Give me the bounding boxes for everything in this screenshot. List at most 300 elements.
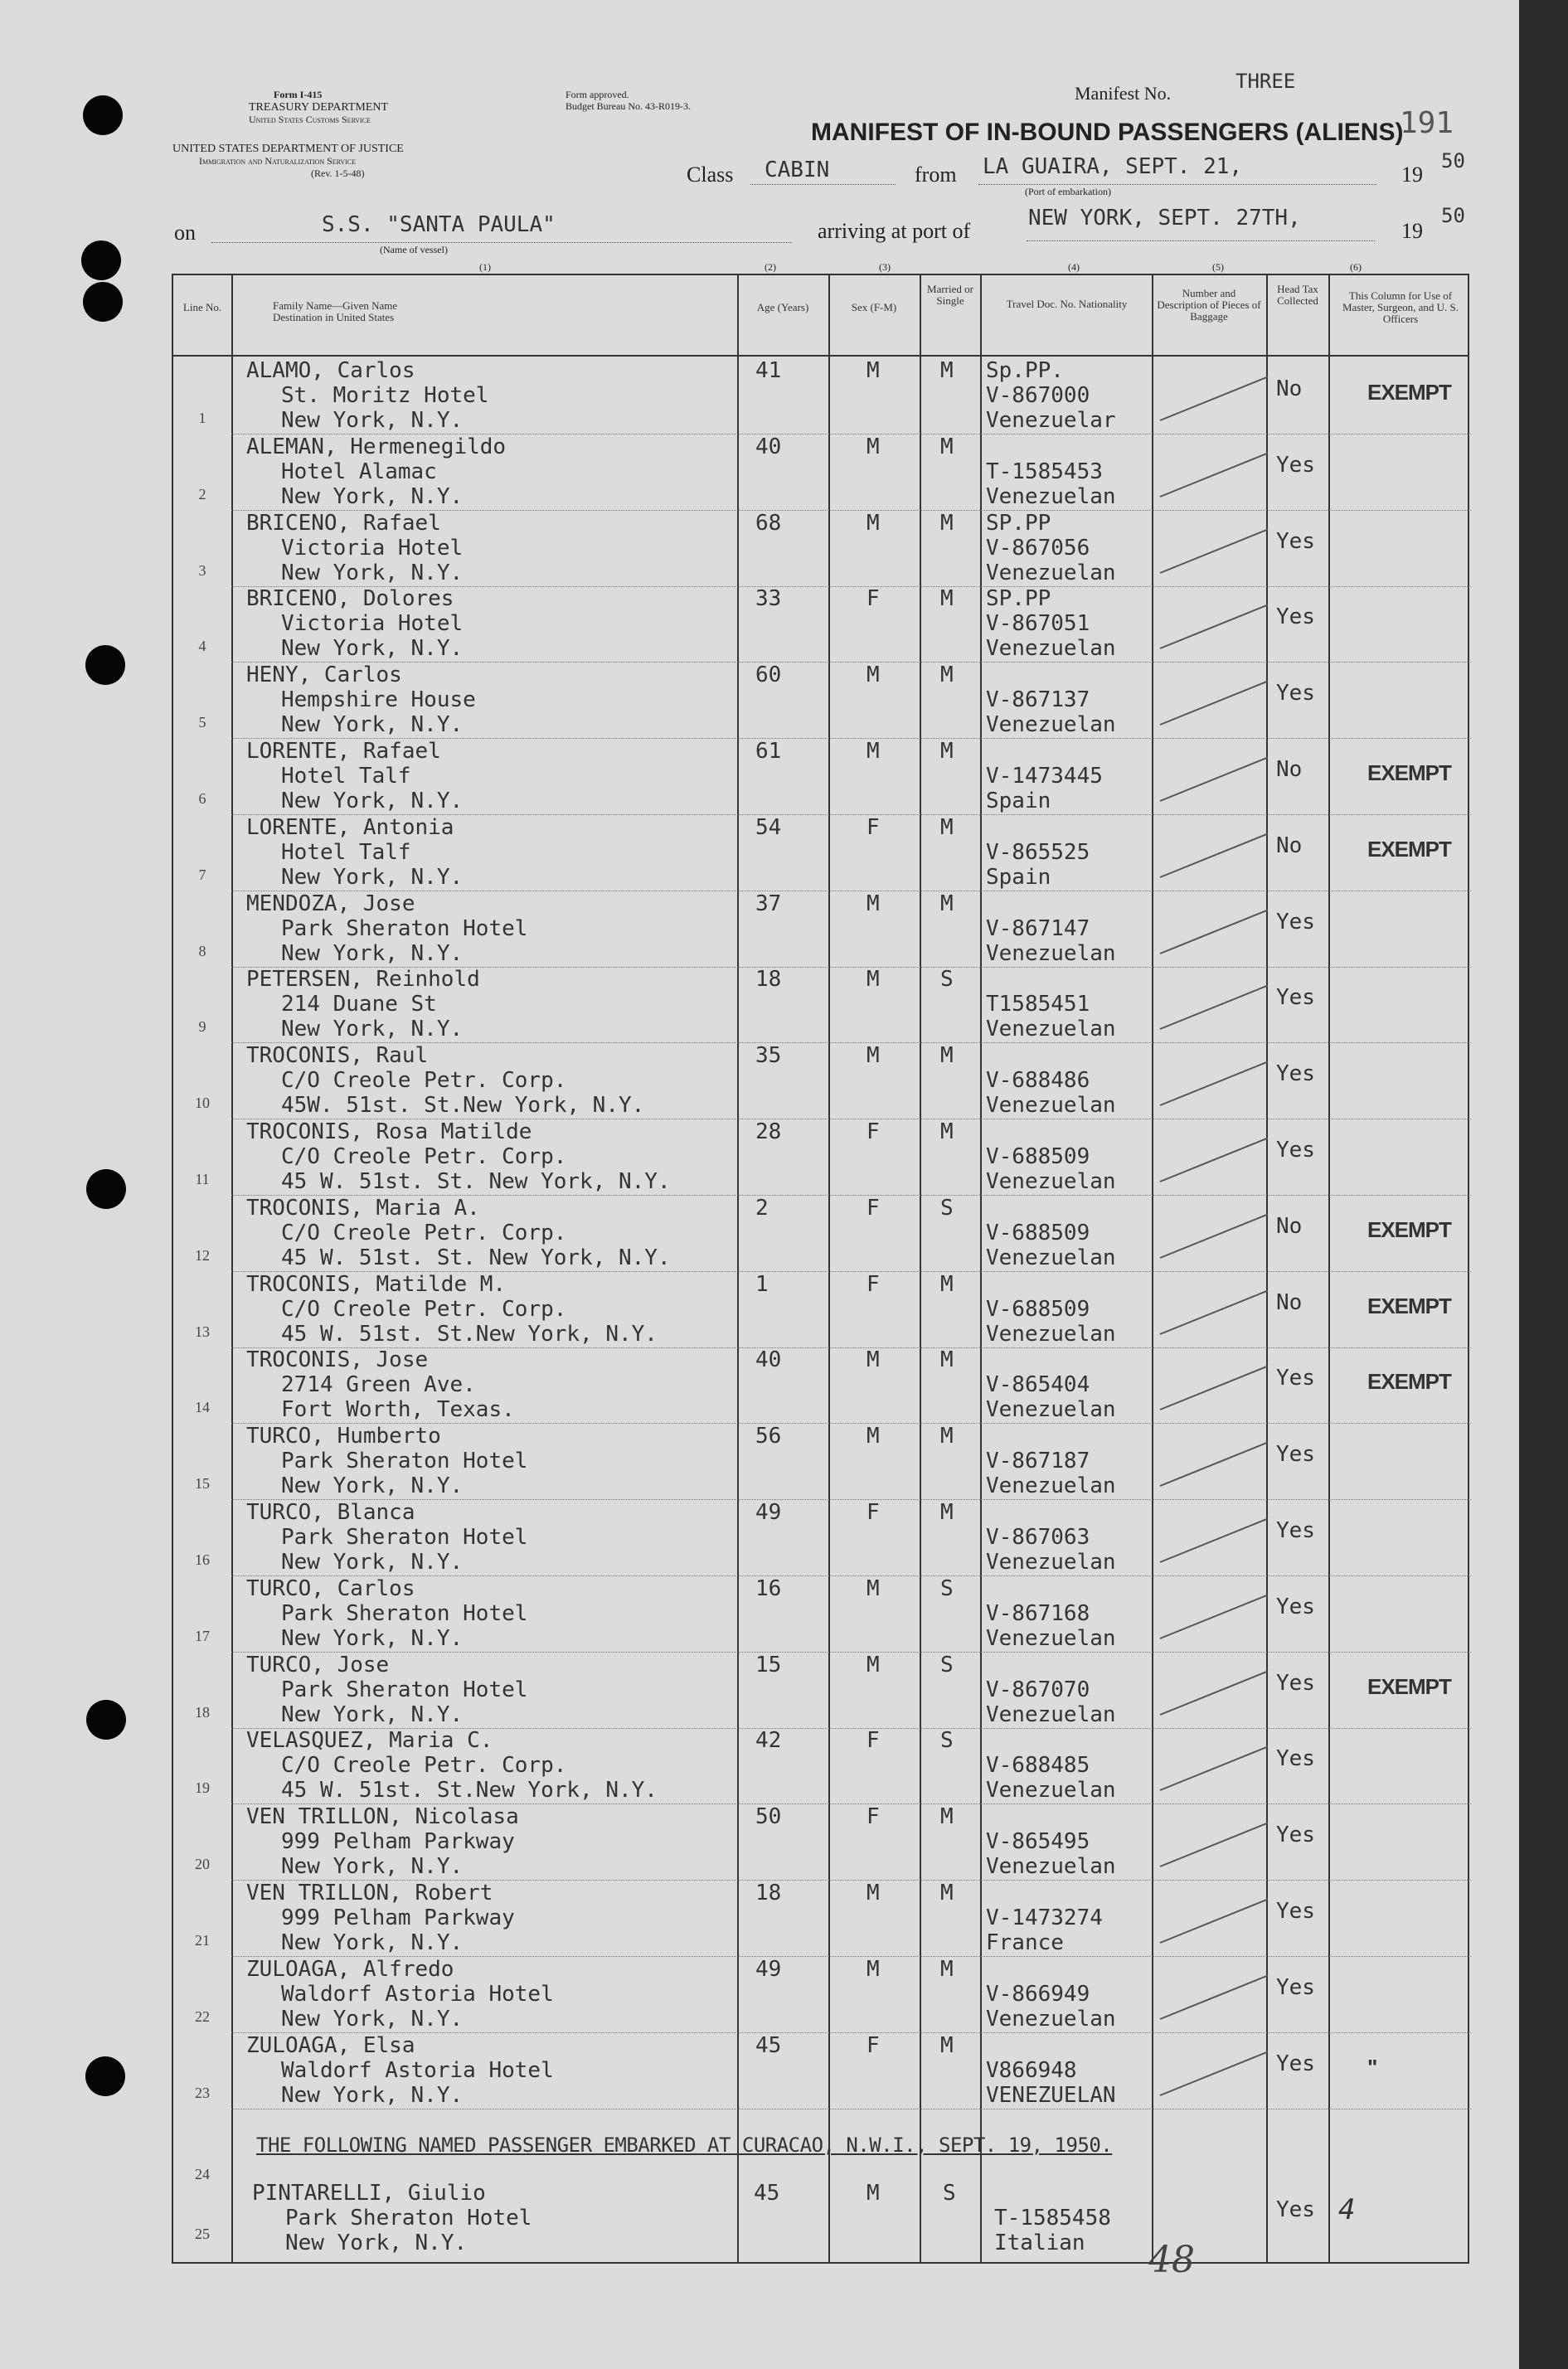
baggage-check-mark bbox=[1160, 909, 1269, 954]
passenger-marital: M bbox=[940, 434, 954, 459]
passenger-marital: S bbox=[940, 1195, 954, 1221]
passenger-destination: Waldorf Astoria Hotel bbox=[281, 2057, 554, 2083]
header-baggage: Number and Description of Pieces of Baggage bbox=[1157, 287, 1261, 323]
passenger-city: New York, N.Y. bbox=[281, 560, 464, 585]
passenger-name: LORENTE, Antonia bbox=[246, 814, 454, 840]
head-tax-collected: Yes bbox=[1276, 985, 1315, 1011]
passenger-sex: M bbox=[867, 510, 880, 536]
travel-doc-no: V-867056 bbox=[986, 535, 1090, 561]
passenger-sex: M bbox=[867, 663, 880, 688]
passenger-name: TROCONIS, Maria A. bbox=[246, 1195, 480, 1221]
nationality: Spain bbox=[986, 789, 1051, 813]
passenger-age: 54 bbox=[755, 814, 782, 840]
header-married: Married or Single bbox=[927, 283, 973, 307]
passenger-marital: S bbox=[940, 1652, 954, 1677]
header-head-tax: Head Tax Collected bbox=[1277, 283, 1318, 307]
handwritten-page-number: 48 bbox=[1148, 2239, 1195, 2281]
passenger-marital: M bbox=[940, 739, 954, 764]
passenger-city: Fort Worth, Texas. bbox=[281, 1397, 515, 1423]
passenger-name: MENDOZA, Jose bbox=[246, 891, 415, 916]
officer-note: 4 bbox=[1338, 2193, 1356, 2226]
passenger-city: New York, N.Y. bbox=[281, 940, 464, 966]
line-number: 23 bbox=[195, 2084, 210, 2101]
baggage-check-mark bbox=[1160, 604, 1269, 649]
baggage-check-mark bbox=[1160, 528, 1269, 573]
passenger-sex: F bbox=[867, 1119, 880, 1144]
passenger-marital: M bbox=[940, 1881, 954, 1905]
nationality: Venezuelan bbox=[986, 1397, 1116, 1423]
passenger-destination: Victoria Hotel bbox=[281, 535, 464, 561]
head-tax-collected: Yes bbox=[1276, 681, 1315, 706]
passenger-sex: M bbox=[867, 1956, 880, 1982]
port-of-embarkation: LA GUAIRA, SEPT. 21, bbox=[983, 154, 1243, 179]
head-tax-collected: Yes bbox=[1276, 1899, 1315, 1924]
line-number: 4 bbox=[198, 638, 206, 655]
year-prefix-2: 19 bbox=[1401, 219, 1423, 243]
passenger-marital: S bbox=[940, 1575, 954, 1601]
punch-hole bbox=[83, 282, 123, 322]
officer-note: EXEMPT bbox=[1367, 836, 1451, 862]
passenger-marital: M bbox=[940, 586, 954, 612]
form-approved: Form approved. bbox=[566, 89, 629, 100]
line-number: 7 bbox=[198, 866, 206, 883]
passenger-marital: M bbox=[940, 1424, 954, 1449]
table-row bbox=[173, 1881, 1471, 1957]
line-number: 20 bbox=[195, 1856, 210, 1873]
nationality: France bbox=[986, 1930, 1064, 1955]
passenger-sex: F bbox=[867, 586, 880, 612]
line-number: 19 bbox=[195, 1779, 210, 1797]
budget-bureau: Budget Bureau No. 43-R019-3. bbox=[566, 100, 691, 112]
table-row bbox=[173, 967, 1471, 1043]
column-number: (3) bbox=[879, 261, 891, 273]
passenger-sex: F bbox=[867, 1271, 880, 1297]
passenger-sex: M bbox=[867, 891, 880, 916]
passenger-name: ALEMAN, Hermenegildo bbox=[246, 434, 507, 459]
passenger-age: 41 bbox=[755, 358, 782, 383]
passenger-marital: M bbox=[940, 1347, 954, 1373]
table-row bbox=[173, 1500, 1471, 1576]
arriving-label: arriving at port of bbox=[818, 219, 971, 243]
passenger-name: VEN TRILLON, Nicolasa bbox=[246, 1804, 519, 1830]
manifest-title: MANIFEST OF IN-BOUND PASSENGERS (ALIENS) bbox=[811, 119, 1404, 146]
baggage-check-mark bbox=[1160, 833, 1269, 877]
passenger-city: New York, N.Y. bbox=[281, 1550, 464, 1575]
passenger-name: ALAMO, Carlos bbox=[246, 358, 415, 383]
treasury-department: TREASURY DEPARTMENT bbox=[249, 101, 389, 114]
passenger-age: 49 bbox=[755, 1500, 782, 1525]
passenger-age: 40 bbox=[755, 434, 782, 459]
baggage-check-mark bbox=[1160, 1061, 1269, 1106]
travel-doc-no: V-865495 bbox=[986, 1829, 1090, 1855]
table-row bbox=[173, 739, 1471, 815]
travel-doc-no: V-688509 bbox=[986, 1144, 1090, 1169]
column-number: (1) bbox=[479, 261, 491, 273]
travel-doc-no: V866948 bbox=[986, 2057, 1077, 2083]
travel-doc-no: V-866949 bbox=[986, 1981, 1090, 2007]
year-prefix-1: 19 bbox=[1401, 163, 1423, 187]
passenger-sex: M bbox=[867, 1424, 880, 1449]
passenger-city: New York, N.Y. bbox=[281, 1930, 464, 1955]
passenger-age: 60 bbox=[755, 663, 782, 688]
passenger-city: New York, N.Y. bbox=[281, 636, 464, 662]
nationality: Venezuelan bbox=[986, 1778, 1116, 1803]
passenger-sex: M bbox=[867, 1575, 880, 1601]
passenger-name: TURCO, Humberto bbox=[246, 1424, 441, 1449]
passenger-marital: S bbox=[940, 967, 954, 993]
line-number: 15 bbox=[195, 1475, 210, 1493]
travel-doc-no: V-867070 bbox=[986, 1677, 1090, 1702]
line-number: 25 bbox=[195, 2226, 210, 2242]
passenger-sex: M bbox=[867, 1347, 880, 1373]
passenger-destination: Park Sheraton Hotel bbox=[281, 915, 528, 941]
nationality: Venezuelan bbox=[986, 1245, 1116, 1270]
port-caption: (Port of embarkation) bbox=[1025, 186, 1111, 197]
passenger-age: 16 bbox=[755, 1575, 782, 1601]
vessel-name: S.S. "SANTA PAULA" bbox=[322, 212, 556, 237]
passenger-sex: M bbox=[867, 434, 880, 459]
year-suffix-1: 50 bbox=[1441, 149, 1465, 172]
passenger-destination: Waldorf Astoria Hotel bbox=[281, 1981, 554, 2007]
header-sex: Sex (F-M) bbox=[851, 301, 897, 313]
passenger-name: BRICENO, Dolores bbox=[246, 586, 454, 612]
nationality: Venezuelan bbox=[986, 1854, 1116, 1880]
line-number: 8 bbox=[198, 942, 206, 959]
passenger-city: 45 W. 51st. St. New York, N.Y. bbox=[281, 1245, 671, 1270]
travel-doc-no: V-688486 bbox=[986, 1068, 1090, 1094]
passenger-destination: 999 Pelham Parkway bbox=[281, 1829, 515, 1855]
passenger-name: TURCO, Jose bbox=[246, 1652, 390, 1677]
header-name: Family Name—Given Name Destination in United States bbox=[273, 299, 398, 323]
nationality: Italian bbox=[994, 2231, 1085, 2255]
table-row bbox=[173, 1347, 1471, 1424]
punch-hole bbox=[85, 645, 125, 685]
passenger-city: New York, N.Y. bbox=[281, 408, 464, 433]
passenger-marital: M bbox=[940, 510, 954, 536]
travel-doc-no: V-865525 bbox=[986, 839, 1090, 865]
passenger-marital: M bbox=[940, 1500, 954, 1525]
line-number: 21 bbox=[195, 1932, 210, 1949]
baggage-check-mark bbox=[1160, 1670, 1269, 1715]
head-tax-collected: Yes bbox=[1276, 604, 1315, 630]
travel-doc-no: V-1473274 bbox=[986, 1905, 1103, 1930]
travel-doc-type: Sp.PP. bbox=[986, 358, 1064, 383]
baggage-check-mark bbox=[1160, 985, 1269, 1030]
table-row bbox=[173, 1196, 1471, 1272]
passenger-marital: M bbox=[940, 2032, 954, 2058]
passenger-city: New York, N.Y. bbox=[281, 864, 464, 890]
header-age: Age (Years) bbox=[756, 301, 809, 313]
passenger-city: New York, N.Y. bbox=[281, 1017, 464, 1042]
baggage-check-mark bbox=[1160, 1974, 1269, 2019]
column-number: (2) bbox=[765, 261, 776, 273]
travel-doc-no: V-867000 bbox=[986, 383, 1090, 408]
passenger-sex: M bbox=[867, 1043, 880, 1069]
manifest-no-value: THREE bbox=[1235, 70, 1296, 93]
head-tax-collected: Yes bbox=[1276, 1974, 1315, 2000]
passenger-destination: Park Sheraton Hotel bbox=[281, 1525, 528, 1550]
column-number: (5) bbox=[1212, 261, 1224, 273]
table-row bbox=[173, 891, 1471, 968]
passenger-city: New York, N.Y. bbox=[281, 1702, 464, 1727]
head-tax-collected: Yes bbox=[1276, 528, 1315, 554]
passenger-destination: Hotel Talf bbox=[281, 764, 411, 789]
passenger-age: 37 bbox=[755, 891, 782, 916]
head-tax-collected: Yes bbox=[1276, 1746, 1315, 1772]
table-row bbox=[173, 1424, 1471, 1500]
passenger-marital: M bbox=[940, 814, 954, 840]
nationality: Venezuelan bbox=[986, 1093, 1116, 1119]
table-row bbox=[173, 1804, 1471, 1881]
officer-note: EXEMPT bbox=[1367, 760, 1451, 785]
head-tax-collected: Yes bbox=[1276, 1442, 1315, 1468]
head-tax-collected: Yes bbox=[1276, 1594, 1315, 1619]
line-number: 17 bbox=[195, 1627, 210, 1644]
table-row bbox=[173, 1653, 1471, 1729]
line-number: 6 bbox=[198, 790, 206, 807]
passenger-destination: C/O Creole Petr. Corp. bbox=[281, 1296, 567, 1322]
head-tax-collected: Yes bbox=[1276, 909, 1315, 934]
baggage-check-mark bbox=[1160, 1746, 1269, 1791]
passenger-name: VEN TRILLON, Robert bbox=[246, 1881, 493, 1905]
head-tax-collected: Yes bbox=[1276, 2197, 1315, 2222]
column-number: (4) bbox=[1068, 261, 1080, 273]
passenger-sex: M bbox=[867, 2181, 880, 2206]
line-number: 9 bbox=[198, 1018, 206, 1036]
line-number: 24 bbox=[195, 2166, 210, 2182]
passenger-marital: M bbox=[940, 1119, 954, 1144]
travel-doc-no: V-688509 bbox=[986, 1296, 1090, 1322]
table-row bbox=[173, 663, 1471, 739]
head-tax-collected: Yes bbox=[1276, 1518, 1315, 1543]
passenger-name: BRICENO, Rafael bbox=[246, 510, 441, 536]
passenger-destination: 999 Pelham Parkway bbox=[281, 1905, 515, 1930]
head-tax-collected: Yes bbox=[1276, 1061, 1315, 1087]
line-number: 10 bbox=[195, 1095, 210, 1112]
baggage-check-mark bbox=[1160, 1138, 1269, 1182]
passenger-city: New York, N.Y. bbox=[281, 483, 464, 509]
line-number: 2 bbox=[198, 485, 206, 502]
officer-note: EXEMPT bbox=[1367, 1673, 1451, 1699]
passenger-city: New York, N.Y. bbox=[281, 2082, 464, 2108]
travel-doc-no: V-867168 bbox=[986, 1600, 1090, 1626]
nationality: Venezuelan bbox=[986, 1169, 1116, 1194]
head-tax-collected: Yes bbox=[1276, 1366, 1315, 1391]
passenger-destination: Park Sheraton Hotel bbox=[281, 1677, 528, 1702]
travel-doc-type: SP.PP bbox=[986, 586, 1051, 612]
on-label: on bbox=[174, 221, 196, 245]
curacao-embarked-note: THE FOLLOWING NAMED PASSENGER EMBARKED AT CURACAO, N.W.I., SEPT. 19, 1950. bbox=[256, 2134, 1113, 2157]
baggage-check-mark bbox=[1160, 1213, 1269, 1258]
baggage-check-mark bbox=[1160, 1289, 1269, 1334]
page-stamp-number: 191 bbox=[1400, 106, 1454, 140]
officer-note: EXEMPT bbox=[1367, 1369, 1451, 1395]
passenger-name: PINTARELLI, Giulio bbox=[252, 2181, 486, 2206]
travel-doc-no: T1585451 bbox=[986, 992, 1090, 1017]
passenger-age: 18 bbox=[755, 967, 782, 993]
travel-doc-no: V-688509 bbox=[986, 1220, 1090, 1245]
passenger-marital: M bbox=[940, 891, 954, 916]
passenger-marital: S bbox=[940, 1728, 954, 1754]
baggage-check-mark bbox=[1160, 2051, 1269, 2095]
passenger-age: 50 bbox=[755, 1804, 782, 1830]
table-row bbox=[173, 586, 1471, 663]
passenger-destination: Park Sheraton Hotel bbox=[281, 1600, 528, 1626]
class-value: CABIN bbox=[765, 158, 830, 182]
officer-note: EXEMPT bbox=[1367, 1293, 1451, 1318]
punch-hole bbox=[81, 240, 121, 280]
header-line-no: Line No. bbox=[182, 301, 222, 313]
passenger-name: TROCONIS, Jose bbox=[246, 1347, 429, 1373]
passenger-table bbox=[172, 274, 1469, 2264]
nationality: Venezuelan bbox=[986, 940, 1116, 966]
nationality: Venezuelan bbox=[986, 2006, 1116, 2032]
officer-note: " bbox=[1367, 2054, 1377, 2080]
line-number: 14 bbox=[195, 1399, 210, 1416]
passenger-destination: Park Sheraton Hotel bbox=[281, 1449, 528, 1474]
travel-doc-no: V-867051 bbox=[986, 611, 1090, 637]
passenger-marital: M bbox=[940, 358, 954, 383]
travel-doc-no: T-1585453 bbox=[986, 459, 1103, 484]
officer-note: EXEMPT bbox=[1367, 1216, 1451, 1242]
table-row bbox=[173, 1576, 1471, 1653]
passenger-name: TROCONIS, Matilde M. bbox=[246, 1271, 507, 1297]
passenger-age: 45 bbox=[754, 2181, 780, 2206]
baggage-check-mark bbox=[1160, 757, 1269, 802]
passenger-destination: C/O Creole Petr. Corp. bbox=[281, 1068, 567, 1094]
passenger-name: TURCO, Carlos bbox=[246, 1575, 415, 1601]
travel-doc-no: V-865404 bbox=[986, 1372, 1090, 1398]
passenger-marital: M bbox=[940, 1043, 954, 1069]
head-tax-collected: No bbox=[1276, 1289, 1303, 1315]
table-row bbox=[173, 1119, 1471, 1196]
punch-hole bbox=[86, 1169, 126, 1209]
manifest-no-label: Manifest No. bbox=[1075, 83, 1172, 104]
line-number: 1 bbox=[198, 410, 206, 426]
passenger-destination: St. Moritz Hotel bbox=[281, 383, 489, 408]
head-tax-collected: No bbox=[1276, 1213, 1303, 1239]
passenger-name: HENY, Carlos bbox=[246, 663, 402, 688]
class-label: Class bbox=[687, 163, 734, 187]
passenger-sex: F bbox=[867, 1500, 880, 1525]
passenger-destination: Hotel Talf bbox=[281, 839, 411, 865]
head-tax-collected: No bbox=[1276, 757, 1303, 782]
passenger-city: 45W. 51st. St.New York, N.Y. bbox=[281, 1093, 645, 1119]
table-row bbox=[173, 358, 1471, 434]
head-tax-collected: Yes bbox=[1276, 1138, 1315, 1163]
punch-hole bbox=[85, 2056, 125, 2096]
baggage-check-mark bbox=[1160, 1594, 1269, 1638]
table-row bbox=[173, 2033, 1471, 2109]
passenger-age: 42 bbox=[755, 1728, 782, 1754]
header-officers: This Column for Use of Master, Surgeon, and U. S. Officers bbox=[1342, 289, 1459, 325]
passenger-city: New York, N.Y. bbox=[281, 2006, 464, 2032]
punch-hole bbox=[86, 1700, 126, 1740]
head-tax-collected: No bbox=[1276, 376, 1303, 401]
passenger-destination: Hotel Alamac bbox=[281, 459, 437, 484]
year-suffix-2: 50 bbox=[1441, 204, 1465, 227]
table-row bbox=[173, 815, 1471, 891]
passenger-name: ZULOAGA, Alfredo bbox=[246, 1956, 454, 1982]
passenger-age: 2 bbox=[755, 1195, 769, 1221]
table-row bbox=[173, 511, 1471, 587]
passenger-age: 35 bbox=[755, 1043, 782, 1069]
head-tax-collected: Yes bbox=[1276, 1823, 1315, 1848]
passenger-name: PETERSEN, Reinhold bbox=[246, 967, 480, 993]
passenger-city: New York, N.Y. bbox=[281, 1473, 464, 1499]
passenger-city: New York, N.Y. bbox=[281, 789, 464, 813]
head-tax-collected: Yes bbox=[1276, 1670, 1315, 1696]
officer-note: EXEMPT bbox=[1367, 380, 1451, 405]
passenger-city: New York, N.Y. bbox=[285, 2231, 468, 2255]
passenger-sex: M bbox=[867, 739, 880, 764]
form-number: Form I-415 bbox=[274, 89, 323, 100]
passenger-age: 45 bbox=[755, 2032, 782, 2058]
passenger-marital: M bbox=[940, 1956, 954, 1982]
passenger-marital: M bbox=[940, 1804, 954, 1830]
passenger-name: TROCONIS, Raul bbox=[246, 1043, 429, 1069]
nationality: Venezuelan bbox=[986, 483, 1116, 509]
travel-doc-no: V-867063 bbox=[986, 1525, 1090, 1550]
head-tax-collected: No bbox=[1276, 833, 1303, 858]
nationality: Venezuelan bbox=[986, 1550, 1116, 1575]
passenger-city: 45 W. 51st. St. New York, N.Y. bbox=[281, 1169, 671, 1194]
head-tax-collected: Yes bbox=[1276, 452, 1315, 478]
passenger-name: LORENTE, Rafael bbox=[246, 739, 441, 764]
baggage-check-mark bbox=[1160, 1899, 1269, 1944]
passenger-sex: F bbox=[867, 814, 880, 840]
passenger-destination: Park Sheraton Hotel bbox=[285, 2206, 532, 2231]
travel-doc-no: V-688485 bbox=[986, 1753, 1090, 1779]
passenger-age: 49 bbox=[755, 1956, 782, 1982]
passenger-sex: F bbox=[867, 1728, 880, 1754]
line-number: 18 bbox=[195, 1703, 210, 1721]
passenger-age: 33 bbox=[755, 586, 782, 612]
line-number: 22 bbox=[195, 2007, 210, 2025]
table-row bbox=[173, 1043, 1471, 1119]
nationality: Venezuelan bbox=[986, 1473, 1116, 1499]
baggage-check-mark bbox=[1160, 376, 1269, 421]
passenger-marital: S bbox=[943, 2181, 956, 2206]
passenger-destination: 2714 Green Ave. bbox=[281, 1372, 476, 1398]
baggage-check-mark bbox=[1160, 452, 1269, 497]
customs-service: United States Customs Service bbox=[249, 114, 371, 125]
column-number: (6) bbox=[1350, 261, 1362, 273]
justice-department: UNITED STATES DEPARTMENT OF JUSTICE bbox=[172, 143, 404, 155]
punch-hole bbox=[83, 95, 123, 135]
table-row bbox=[173, 1957, 1471, 2033]
passenger-destination: Victoria Hotel bbox=[281, 611, 464, 637]
passenger-age: 28 bbox=[755, 1119, 782, 1144]
passenger-age: 15 bbox=[755, 1652, 782, 1677]
vessel-caption: (Name of vessel) bbox=[380, 244, 448, 255]
passenger-name: ZULOAGA, Elsa bbox=[246, 2032, 415, 2058]
baggage-check-mark bbox=[1160, 1518, 1269, 1563]
nationality: Spain bbox=[986, 864, 1051, 890]
line-number: 3 bbox=[198, 561, 206, 579]
passenger-sex: M bbox=[867, 358, 880, 383]
passenger-sex: F bbox=[867, 2032, 880, 2058]
baggage-check-mark bbox=[1160, 681, 1269, 726]
passenger-sex: M bbox=[867, 1881, 880, 1905]
travel-doc-no: V-867147 bbox=[986, 915, 1090, 941]
passenger-marital: M bbox=[940, 1271, 954, 1297]
passenger-marital: M bbox=[940, 663, 954, 688]
line-number: 13 bbox=[195, 1323, 210, 1340]
passenger-destination: C/O Creole Petr. Corp. bbox=[281, 1753, 567, 1779]
ins-service: Immigration and Naturalization Service bbox=[199, 155, 357, 167]
passenger-destination: 214 Duane St bbox=[281, 992, 437, 1017]
